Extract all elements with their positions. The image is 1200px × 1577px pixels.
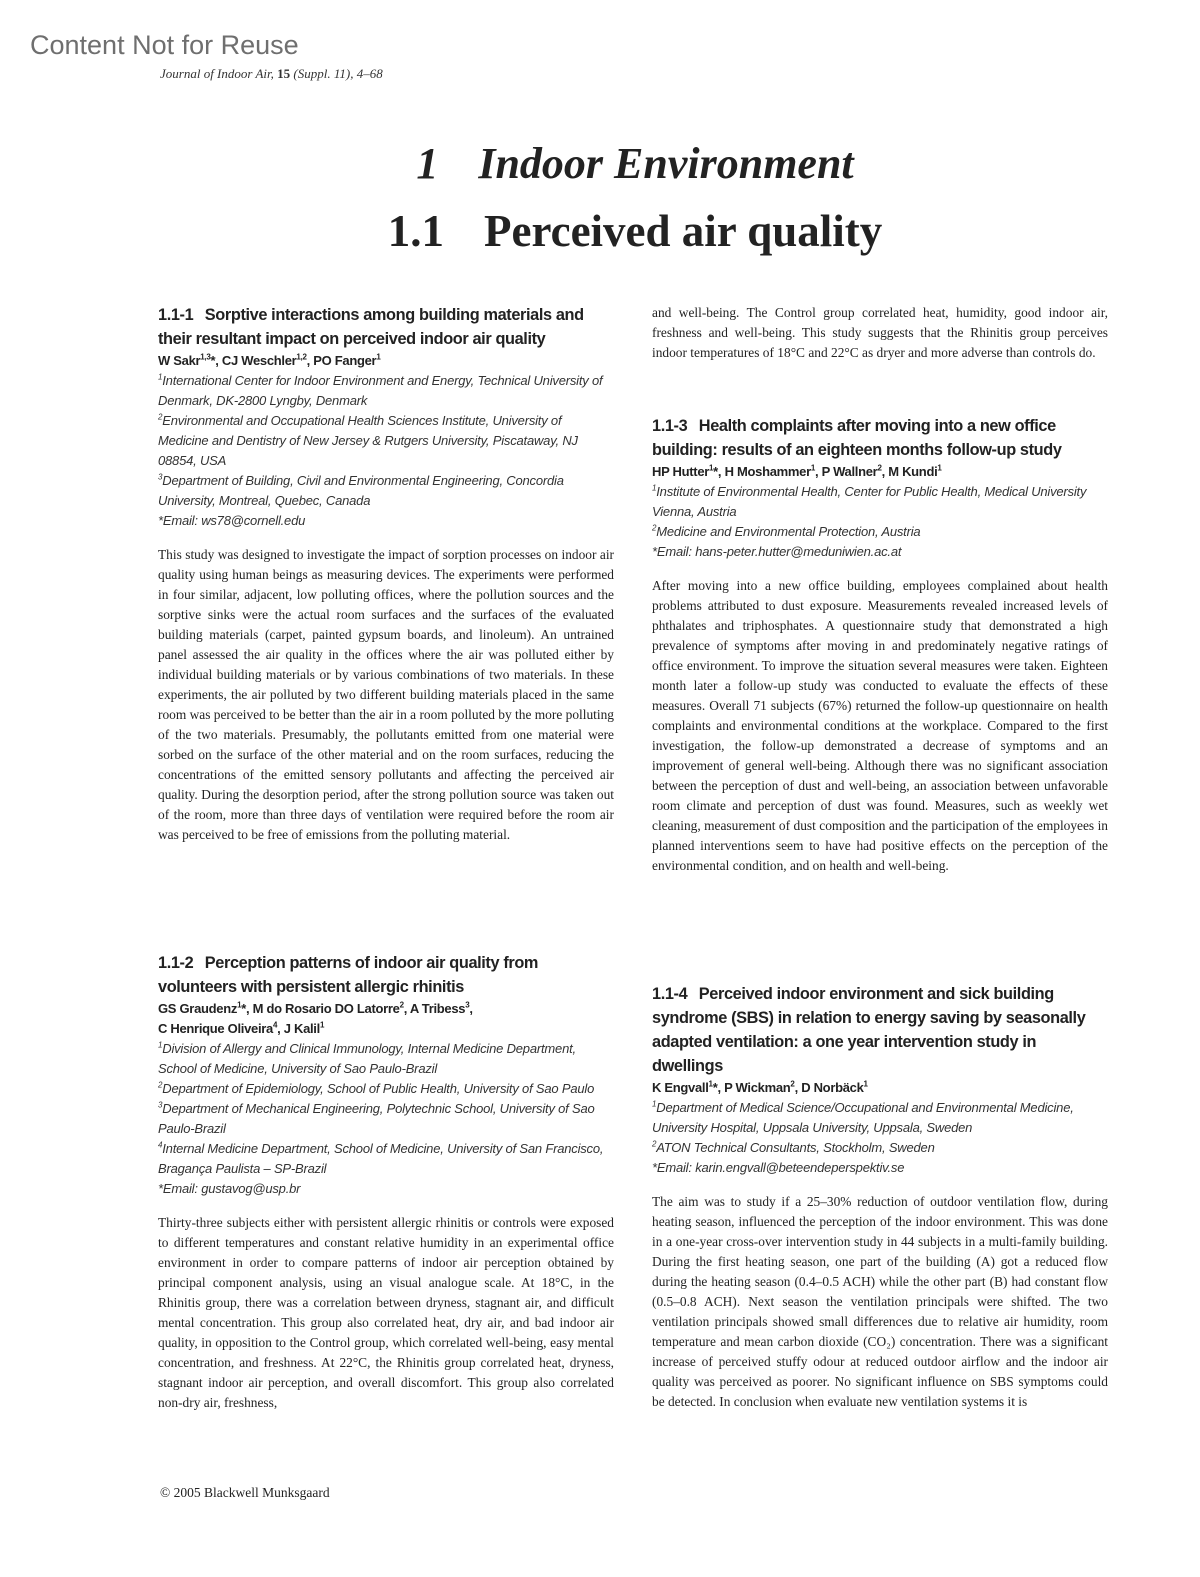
author-sep: *, xyxy=(210,353,222,368)
copyright-footer: © 2005 Blackwell Munksgaard xyxy=(160,1485,330,1500)
journal-volume: 15 xyxy=(277,66,291,81)
article-title: Perceived indoor environment and sick building syndrome (SBS) in relation to energy saving by seasonally adapted ventilation: a one year intervention study in dwellings xyxy=(652,984,1086,1075)
author-sup: 2 xyxy=(399,1000,404,1010)
author-sep: , xyxy=(794,1080,802,1095)
aff-text: International Center for Indoor Environment and Energy, Technical University of Denmark, DK-2800 Lyngby, Denmark xyxy=(158,373,603,408)
aff-sup: 3 xyxy=(158,1100,163,1110)
journal-name: Journal of Indoor Air xyxy=(160,66,271,81)
section-title-text: Perceived air quality xyxy=(483,206,883,256)
aff-text: Department of Epidemiology, School of Public Health, University of Sao Paulo xyxy=(162,1081,595,1096)
author-sup: 1 xyxy=(237,1000,242,1010)
affiliation xyxy=(158,1099,614,1139)
watermark: Content Not for Reuse xyxy=(30,30,299,60)
aff-text: Environmental and Occupational Health Sciences Institute, University of Medicine and Dentistry of New Jersey & Rutgers University, Piscataway, NJ 08854, USA xyxy=(158,413,578,468)
affiliation xyxy=(158,411,614,471)
affiliation xyxy=(158,1079,614,1099)
author: M Kundi xyxy=(888,464,938,479)
author: HP Hutter xyxy=(652,464,710,479)
author-sep: *, xyxy=(712,1080,725,1095)
affiliation xyxy=(158,471,614,511)
author: M do Rosario DO Latorre xyxy=(252,1001,400,1016)
abstract-body: Thirty-three subjects either with persistent allergic rhinitis or controls were exposed to different temperatures and constant relative humidity in an experimental office environment in order to compare patterns of indoor air perception obtained by principal component analysis, using an visual analogue scale. At 18°C, in the Rhinitis group, there was a correlation between dryness, stagnant air, and difficult mental concentration. This group also correlated heat, dry air, and bad indoor air quality, in opposition to the Control group, which correlated well-being, easy mental concentration, and freshness. At 22°C, the Rhinitis group correlated heat, dryness, stagnant indoor air perception, and overall discomfort. This group also correlated non-dry air, freshness, xyxy=(158,1215,614,1410)
author-sep: , xyxy=(403,1001,410,1016)
aff-sup: 2 xyxy=(652,523,657,533)
email: *Email: karin.engvall@beteendeperspektiv.se xyxy=(652,1160,905,1175)
author: K Engvall xyxy=(652,1080,709,1095)
affiliation xyxy=(158,371,614,411)
chapter-number: 1 xyxy=(416,139,439,188)
article-title: Health complaints after moving into a new office building: results of an eighteen months follow-up study xyxy=(652,416,1062,459)
author: P Wickman xyxy=(724,1080,791,1095)
author: P Wallner xyxy=(821,464,878,479)
chapter-title xyxy=(0,138,1200,189)
aff-sup: 2 xyxy=(652,1139,657,1149)
author-sup: 2 xyxy=(790,1079,795,1089)
aff-text: Division of Allergy and Clinical Immunology, Internal Medicine Department, School of Medicine, University of Sao Paulo-Brazil xyxy=(158,1041,576,1076)
article-1-2 xyxy=(158,951,614,1413)
email: *Email: hans-peter.hutter@meduniwien.ac.at xyxy=(652,544,902,559)
article-number: 1.1-4 xyxy=(652,984,688,1003)
author: J Kalil xyxy=(283,1021,320,1036)
aff-sup: 1 xyxy=(158,1040,163,1050)
author: H Moshammer xyxy=(724,464,811,479)
affiliation xyxy=(652,1138,1108,1158)
author-sup: 2 xyxy=(877,463,882,473)
author-sep: *, xyxy=(713,464,725,479)
abstract-body-continued: and well-being. The Control group correlated heat, humidity, good indoor air, freshness and well-being. This study suggests that the Rhinitis group perceives indoor temperatures of 18°C and 22°C as dryer and more adverse than controls do. xyxy=(652,305,1108,360)
aff-text: Medicine and Environmental Protection, Austria xyxy=(656,524,921,539)
article-heading xyxy=(158,951,614,999)
article-1-1 xyxy=(158,303,614,845)
article-1-4 xyxy=(652,982,1108,1412)
journal-pages: (Suppl. 11), 4–68 xyxy=(293,66,383,81)
article-title: Perception patterns of indoor air quality from volunteers with persistent allergic rhinitis xyxy=(158,953,539,996)
email: *Email: gustavog@usp.br xyxy=(158,1181,301,1196)
author-list xyxy=(652,462,1108,482)
author-sup: 1 xyxy=(937,463,942,473)
article-number: 1.1-2 xyxy=(158,953,194,972)
author-sup: 4 xyxy=(272,1020,278,1030)
article-1-2-continued xyxy=(652,303,1108,363)
aff-text: ATON Technical Consultants, Stockholm, Sweden xyxy=(656,1140,935,1155)
article-title: Sorptive interactions among building materials and their resultant impact on perceived indoor air quality xyxy=(158,305,584,348)
section-number: 1.1 xyxy=(387,206,444,256)
author-sep: , xyxy=(881,464,889,479)
aff-text: Internal Medicine Department, School of Medicine, University of San Francisco, Bragança Paulista – SP-Brazil xyxy=(158,1141,604,1176)
author-sup: 1 xyxy=(810,463,815,473)
aff-sup: 1 xyxy=(652,1099,657,1109)
journal-citation: Journal of Indoor Air, 15 (Suppl. 11), 4–68 xyxy=(160,66,383,81)
aff-text: Department of Medical Science/Occupational and Environmental Medicine, University Hospital, Uppsala University, Uppsala, Sweden xyxy=(652,1100,1074,1135)
author-list xyxy=(158,999,614,1039)
author-list xyxy=(652,1078,1108,1098)
aff-sup: 2 xyxy=(158,1080,163,1090)
aff-sup: 2 xyxy=(158,412,163,422)
author: A Tribess xyxy=(409,1001,466,1016)
affiliation xyxy=(158,1139,614,1179)
author-list xyxy=(158,351,614,371)
author-sep: , xyxy=(815,464,822,479)
author-sup: 1 xyxy=(708,1079,713,1089)
aff-sup: 4 xyxy=(158,1140,163,1150)
article-1-3 xyxy=(652,414,1108,876)
author-sup: 1 xyxy=(376,352,381,362)
aff-text: Institute of Environmental Health, Center for Public Health, Medical University Vienna, Austria xyxy=(652,484,1087,519)
author: CJ Weschler xyxy=(221,353,297,368)
author: C Henrique Oliveira xyxy=(158,1021,273,1036)
abstract-body: This study was designed to investigate the impact of sorption processes on indoor air quality using human beings as measuring devices. The experiments were performed in four similar, adjacent, low polluting offices, where the pollution sources and the sorptive sinks were the actual room surfaces and the surfaces of the evaluated building materials (carpet, painted gypsum boards, and linoleum). An untrained panel assessed the air quality in the offices where the air was polluted either by individual building materials or by various combinations of two materials. In these experiments, the air polluted by two different building materials placed in the same room was perceived to be better than the air in a room polluted by the more polluting of the two materials. Presumably, the pollutants emitted from one material were sorbed on the surface of the other material and on the room surfaces, reducing the concentrations of the emitted sensory pollutants and affecting the perceived air quality. During the desorption period, after the strong pollution source was taken out of the room, more than three days of ventilation were required before the room air was perceived to be free of emissions from the polluting material. xyxy=(158,547,614,842)
author-sep: *, xyxy=(241,1001,253,1016)
author: GS Graudenz xyxy=(158,1001,238,1016)
author-sep: , xyxy=(277,1021,284,1036)
author-sup: 1 xyxy=(709,463,714,473)
aff-sup: 3 xyxy=(158,472,163,482)
abstract-body: After moving into a new office building, employees complained about health problems attributed to dust exposure. Measurements revealed increased levels of phthalates and triphosphates. A questionnaire study that demonstrated a high prevalence of symptoms after moving in and predominately negative ratings of office environment. To improve the situation several measures were taken. Eighteen month later a follow-up study was conducted to evaluate the effects of these measures. Overall 71 subjects (67%) returned the follow-up questionnaire on health complaints and environmental conditions at the workplace. Compared to the first investigation, the follow-up demonstrated a decrease of symptoms and an improvement of general well-being. Although there was no significant association between the perception of dust and well-being, an association between unfavorable room climate and perception of dust was found. Measures, such as weekly wet cleaning, measurement of dust composition and the participation of the employees in planned interventions seem to have had positive effects on the perception of the environmental condition, and on health and well-being. xyxy=(652,578,1108,873)
email: *Email: ws78@cornell.edu xyxy=(158,513,306,528)
author: D Norbäck xyxy=(801,1080,864,1095)
author-sup: 1,3 xyxy=(200,352,211,362)
aff-sup: 1 xyxy=(652,483,657,493)
aff-text: Department of Building, Civil and Environmental Engineering, Concordia University, Montreal, Quebec, Canada xyxy=(158,473,564,508)
author-sup: 3 xyxy=(465,1000,470,1010)
article-heading xyxy=(158,303,614,351)
affiliation xyxy=(652,1098,1108,1138)
author-sup: 1,2 xyxy=(296,352,307,362)
article-heading xyxy=(652,414,1108,462)
author-sup: 1 xyxy=(863,1079,868,1089)
author-sep: , xyxy=(469,1001,473,1016)
chapter-title-text: Indoor Environment xyxy=(478,139,854,188)
aff-sup: 1 xyxy=(158,372,163,382)
author: PO Fanger xyxy=(313,353,377,368)
author-sup: 1 xyxy=(319,1020,325,1030)
affiliation xyxy=(652,482,1108,522)
affiliation xyxy=(158,1039,614,1079)
article-number: 1.1-1 xyxy=(158,305,194,324)
abstract-body: The aim was to study if a 25–30% reduction of outdoor ventilation flow, during heating season, influenced the perception of the indoor environment. This was done in a one-year cross-over intervention study in 44 subjects in a multi-family building. During the first heating season, one part of the building (A) got a reduced flow during the heating season (0.4–0.5 ACH) while the other part (B) had constant flow (0.5–0.8 ACH). Next season the ventilation principals were shifted. The two ventilation principals showed small differences due to relative air humidity, room temperature and mean carbon dioxide (CO₂) concentration. There was a significant increase of perceived stuffy odour at reduced outdoor airflow and the indoor air quality was perceived as poorer. No significant influence on SBS symptoms could be detected. In conclusion when evaluate new ventilation systems it is xyxy=(652,1194,1108,1409)
author: W Sakr xyxy=(158,353,201,368)
aff-text: Department of Mechanical Engineering, Polytechnic School, University of Sao Paulo-Brazil xyxy=(158,1101,595,1136)
affiliation xyxy=(652,522,1108,542)
article-number: 1.1-3 xyxy=(652,416,688,435)
section-title xyxy=(0,205,1200,257)
author-sep: , xyxy=(306,353,314,368)
article-heading xyxy=(652,982,1108,1078)
